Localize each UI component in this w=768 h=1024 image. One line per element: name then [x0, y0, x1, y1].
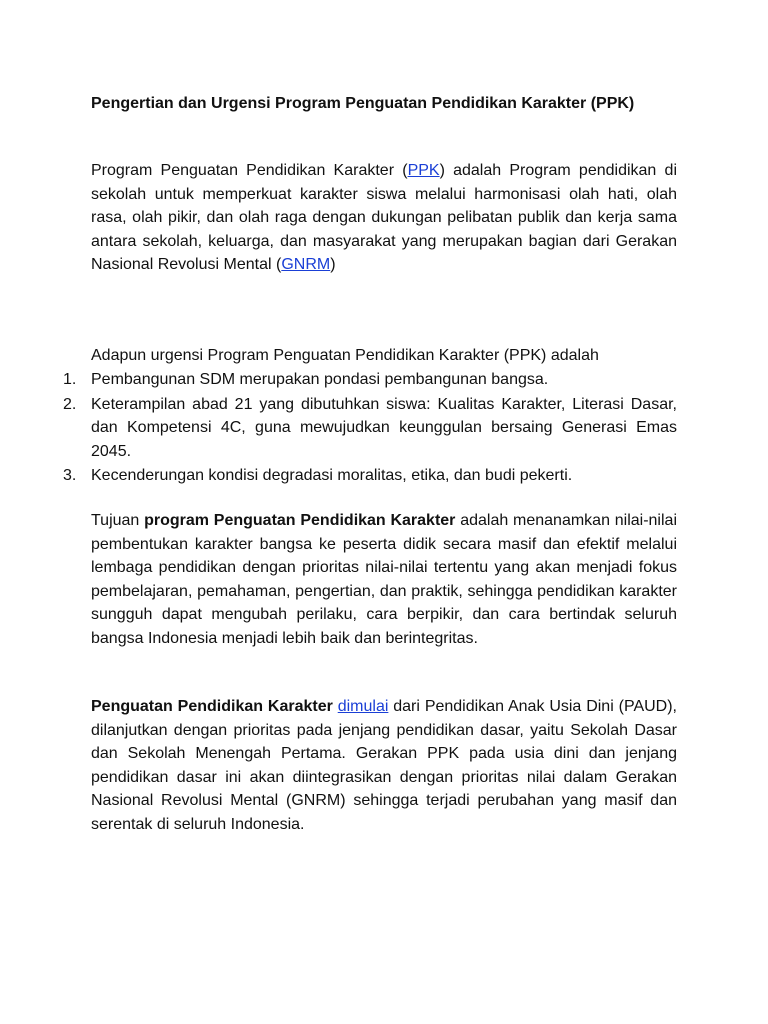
urgensi-list: [60, 368, 677, 488]
paragraph-penguatan-text: dari Pendidikan Anak Usia Dini (PAUD), dilanjutkan dengan prioritas pada jenjang pendidikan dasar, yaitu Sekolah Dasar dan Sekolah Menengah Pertama. Gerakan PPK pada usia dini dan jenjang pendidikan dasar ini akan diintegrasikan dengan prioritas nilai dalam Gerakan Nasional Revolusi Mental (GNRM) sehingga terjadi perubahan yang masif dan serentak di seluruh Indonesia.: [91, 698, 677, 833]
ppk-link[interactable]: PPK: [407, 162, 440, 179]
paragraph-penguatan-bold: Penguatan Pendidikan Karakter: [91, 698, 333, 715]
gnrm-link[interactable]: GNRM: [281, 256, 331, 274]
paragraph-penguatan: [91, 695, 677, 837]
paragraph-tujuan-bold: program Penguatan Pendidikan Karakter: [144, 512, 456, 529]
list-item: [60, 464, 677, 488]
paragraph-tujuan-text-1: Tujuan: [91, 512, 145, 529]
paragraph-tujuan-text-2: adalah menanamkan nilai-nilai pembentukan karakter bangsa ke peserta didik secara masif dan efektif melalui lembaga pendidikan dengan prioritas nilai-nilai tertentu yang akan menjadi fokus pembelajaran, pemahaman, pengertian, dan praktik, sehingga pendidikan karakter sungguh dapat mengubah perilaku, cara berpikir, dan cara bertindak seluruh bangsa Indonesia menjadi lebih baik dan berintegritas.: [91, 512, 677, 647]
paragraph-pengertian-text-1: Program Penguatan Pendidikan Karakter (: [91, 162, 408, 179]
paragraph-pengertian-text-3: ): [330, 256, 336, 274]
list-item-number: 3.: [63, 467, 77, 485]
dimulai-link[interactable]: dimulai: [337, 698, 389, 715]
list-item-text: Pembangunan SDM merupakan pondasi pembangunan bangsa.: [91, 371, 549, 388]
list-item-number: 2.: [63, 395, 77, 413]
list-item: [60, 368, 677, 392]
urgensi-intro: Adapun urgensi Program Penguatan Pendidikan Karakter (PPK) adalah: [91, 347, 599, 364]
paragraph-pengertian-text-2: ) adalah Program pendidikan di sekolah untuk memperkuat karakter siswa melalui harmonisasi olah hati, olah rasa, olah pikir, dan olah raga dengan dukungan pelibatan publik dan kerja sama antara sekolah, keluarga, dan masyarakat yang merupakan bagian dari Gerakan Nasional Revolusi Mental (: [91, 162, 677, 274]
paragraph-tujuan: [91, 509, 677, 651]
list-item: [60, 393, 677, 464]
paragraph-pengertian: [91, 159, 677, 277]
list-item-text: Keterampilan abad 21 yang dibutuhkan siswa: Kualitas Karakter, Literasi Dasar, dan Kompetensi 4C, guna mewujudkan keunggulan bersaing Generasi Emas 2045.: [91, 395, 677, 460]
list-item-text: Kecenderungan kondisi degradasi moralitas, etika, dan budi pekerti.: [91, 467, 573, 485]
document-title: Pengertian dan Urgensi Program Penguatan Pendidikan Karakter (PPK): [91, 95, 635, 112]
list-item-number: 1.: [63, 371, 77, 388]
